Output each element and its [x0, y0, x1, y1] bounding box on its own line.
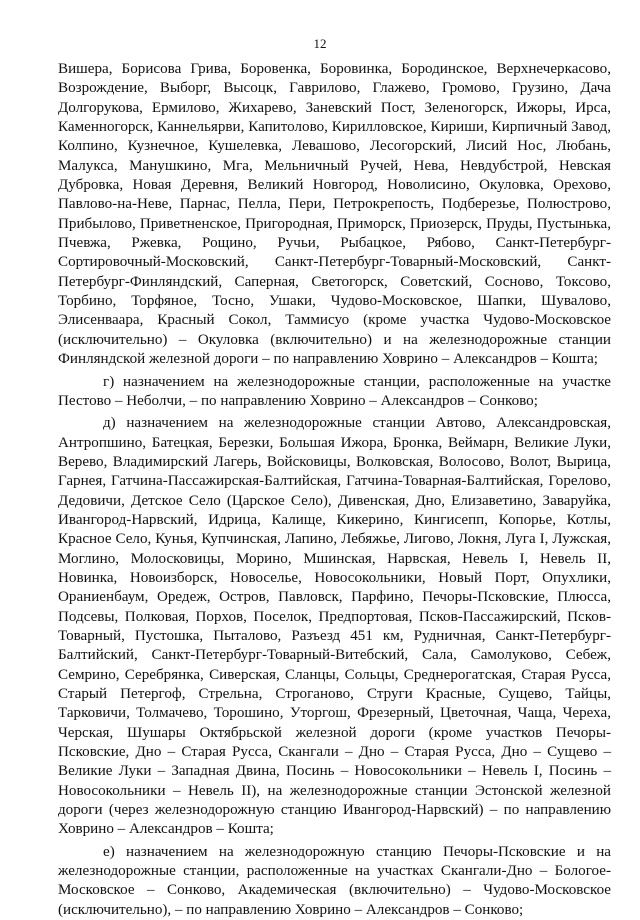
- paragraph-item-d: д) назначением на железнодорожные станции Автово, Александровская, Антропшино, Батецкая, Березки, Большая Ижора, Бронка, Веймарн, Великие Луки, Верево, Владимирский Лагерь, Войсковицы, Волковская, Волосово, Волот, Вырица, Гарнея, Гатчина-Пассажирская-Балтийская, Гатчина-Товарная-Балтийская, Горелово, Дедовичи, Детское Село (Царское Село), Дивенская, Дно, Елизаветино, Заваруйка, Ивангород-Нарвский, Идрица, Калище, Кикерино, Кингисепп, Копорье, Котлы, Красное Село, Кунья, Купчинская, Лапино, Лебяжье, Лигово, Локня, Луга I, Лужская, Моглино, Молосковицы, Морино, Мшинская, Нарвская, Невель I, Невель II, Новинка, Новоизборск, Новоселье, Новосокольники, Новый Порт, Опухлики, Ораниенбаум, Оредеж, Остров, Павловск, Парфино, Печоры-Псковские, Плюсса, Подсевы, Полковая, Порхов, Поселок, Предпортовая, Псков-Пассажирский, Псков-Товарный, Пустошка, Пыталово, Разъезд 451 км, Рудничная, Санкт-Петербург-Балтийский, Санкт-Петербург-Товарный-Витебский, Сала, Самолуково, Себеж, Семрино, Серебрянка, Сиверская, Сланцы, Сольцы, Среднерогатская, Старая Русса, Старый Петергоф, Стрельна, Строганово, Струги Красные, Сущево, Тайцы, Тарковичи, Толмачево, Торошино, Уторгош, Фрезерный, Цветочная, Чаща, Череха, Черская, Шушары Октябрьской железной дороги (кроме участков Печоры-Псковские, Дно – Старая Русса, Скангали – Дно – Старая Русса, Дно – Сущево – Великие Луки – Западная Двина, Посинь – Новосокольники – Невель I, Посинь – Новосокольники – Невель II), на железнодорожные станции Эстонской железной дороги (через железнодорожную станцию Ивангород-Нарвский) – по направлению Ховрино – Александров – Кошта;: [58, 415, 611, 838]
- page-number: 12: [313, 36, 327, 51]
- paragraph-stations-list: Вишера, Борисова Грива, Боровенка, Боровинка, Бородинское, Верхнечеркасово, Возрождение, Выборг, Высоцк, Гаврилово, Глажево, Громово, Грузино, Дача Долгорукова, Ермилово, Жихарево, Заневский Пост, Зеленогорск, Ижоры, Ирса, Каменногорск, Каннельярви, Капитолово, Кирилловское, Кириши, Кирпичный Завод, Колпино, Кузнечное, Кушелевка, Левашово, Лесогорский, Лисий Нос, Любань, Малукса, Манушкино, Мга, Мельничный Ручей, Нева, Невдубстрой, Невская Дубровка, Новая Деревня, Великий Новгород, Новолисино, Окуловка, Орехово, Павлово-на-Неве, Парнас, Пелла, Пери, Петрокрепость, Подберезье, Полюстрово, Прибылово, Приветненское, Пригородная, Приморск, Приозерск, Пруды, Пустынька, Пчевжа, Ржевка, Рощино, Ручьи, Рыбацкое, Рябово, Санкт-Петербург-Сортировочный-Московский, Санкт-Петербург-Товарный-Московский, Санкт-Петербург-Финляндский, Саперная, Светогорск, Советский, Сосново, Токсово, Торбино, Торфяное, Тосно, Ушаки, Чудово-Московское, Шапки, Шувалово, Элисенваара, Красный Сокол, Таммисуо (кроме участка Чудово-Московское (исключительно) – Окуловка (включительно) и на железнодорожные станции Финляндской железной дороги – по направлению Ховрино – Александров – Кошта;: [58, 61, 611, 368]
- paragraph-item-e: е) назначением на железнодорожную станцию Печоры-Псковские и на железнодорожные станции, расположенные на участках Скангали-Дно – Бологое-Московское – Сонково, Академическая (включительно) – Чудово-Московское (исключительно), – по направлению Ховрино – Александров – Сонково;: [58, 843, 611, 918]
- paragraph-item-g: г) назначением на железнодорожные станции, расположенные на участке Пестово – Неболчи, – по направлению Ховрино – Александров – Сонково;: [58, 373, 611, 409]
- document-body: [58, 60, 611, 920]
